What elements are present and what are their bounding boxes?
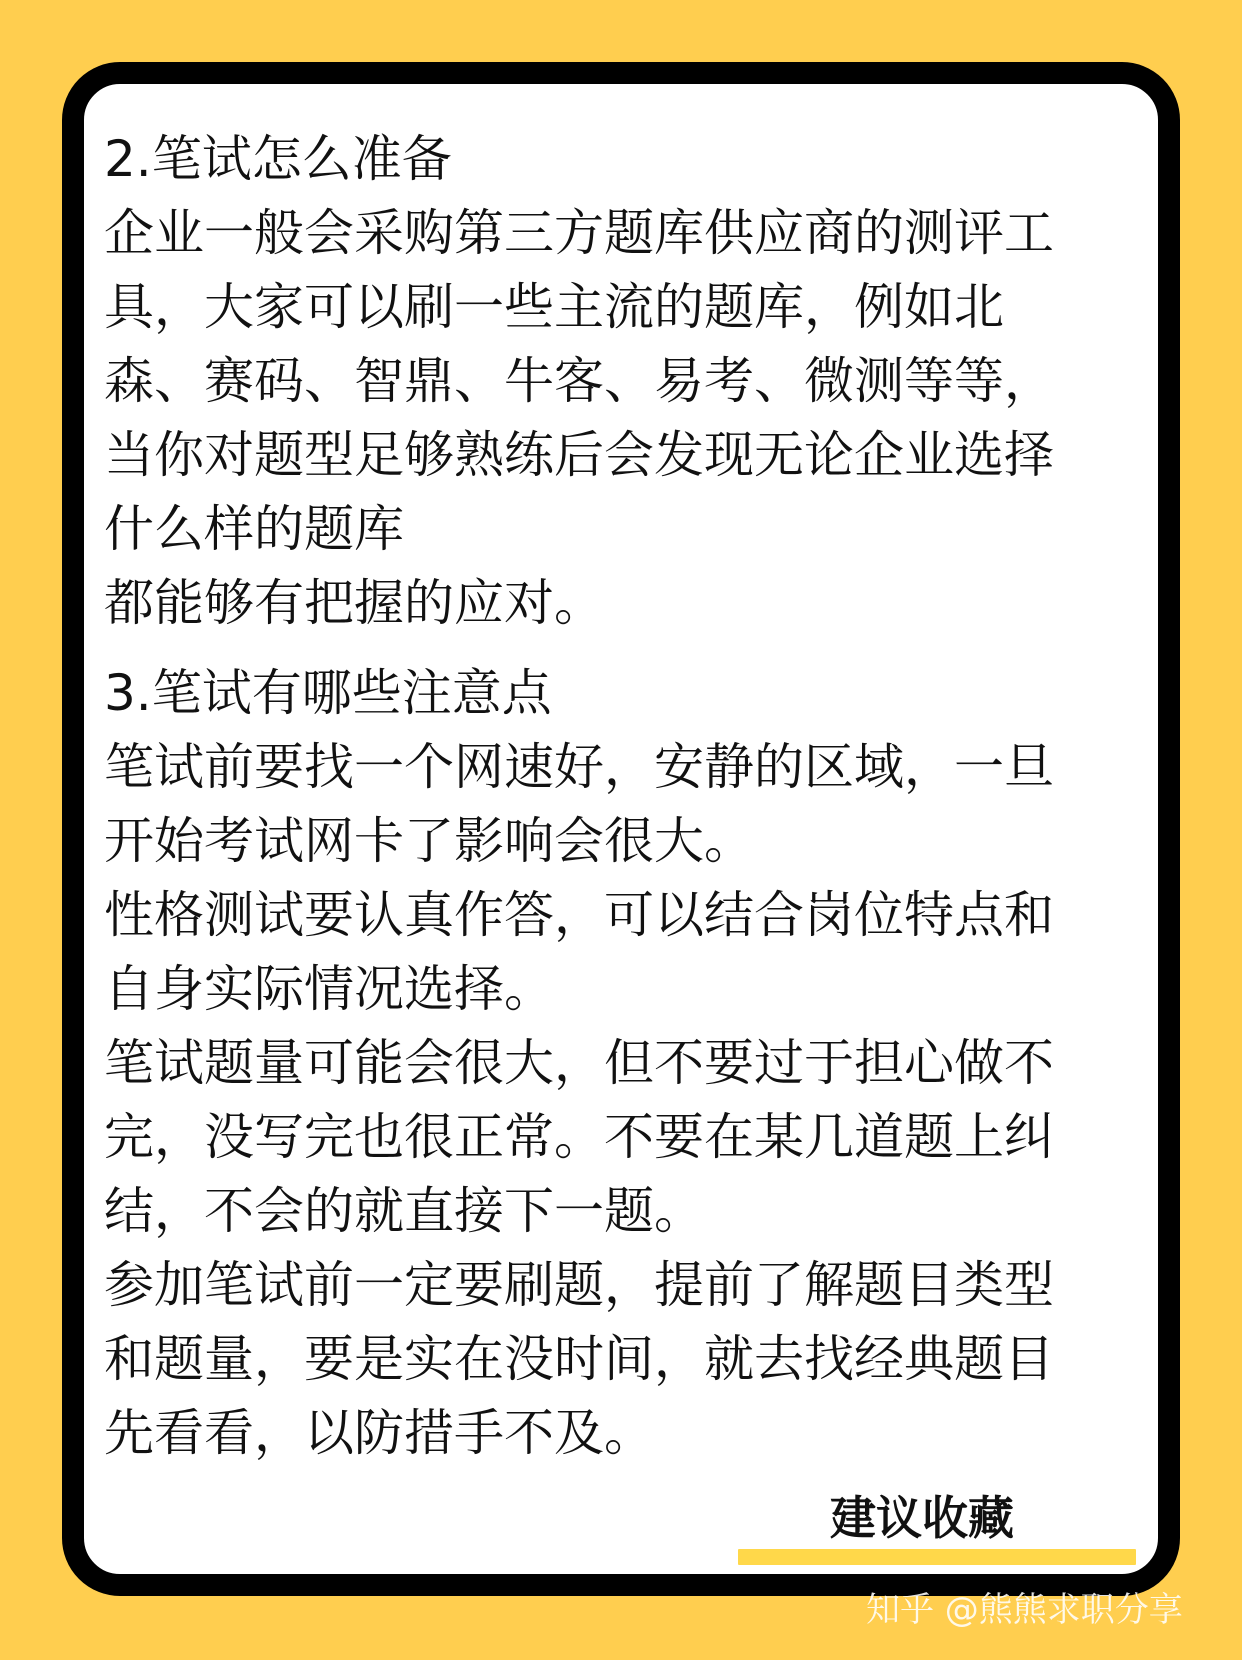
section-title: 2.笔试怎么准备: [104, 130, 452, 188]
paragraph-line: 参加笔试前一定要刷题，提前了解题目类型: [104, 1256, 1054, 1314]
bookmark-suggestion: 建议收藏: [830, 1491, 1014, 1545]
paragraph-line: 笔试前要找一个网速好，安静的区域，一旦: [104, 738, 1054, 796]
article-body: [104, 122, 1124, 1470]
paragraph-line: 开始考试网卡了影响会很大。: [104, 812, 754, 870]
paragraph-line: 结，不会的就直接下一题。: [104, 1182, 704, 1240]
source-watermark: 知乎 @熊熊求职分享: [866, 1590, 1183, 1630]
paragraph-line: 性格测试要认真作答，可以结合岗位特点和: [104, 886, 1054, 944]
paragraph-line: 具，大家可以刷一些主流的题库，例如北: [104, 278, 1004, 336]
section-title: 3.笔试有哪些注意点: [104, 664, 552, 722]
paragraph-line: 完，没写完也很正常。不要在某几道题上纠: [104, 1108, 1054, 1166]
section-spacer: [104, 640, 1124, 656]
paragraph-line: 和题量，要是实在没时间，就去找经典题目: [104, 1330, 1054, 1388]
paragraph-line: 当你对题型足够熟练后会发现无论企业选择: [104, 426, 1054, 484]
callout-highlight-bar: [738, 1549, 1136, 1565]
paragraph-line: 笔试题量可能会很大，但不要过于担心做不: [104, 1034, 1054, 1092]
paragraph-line: 先看看，以防措手不及。: [104, 1404, 654, 1462]
paragraph-line: 什么样的题库: [104, 500, 404, 558]
paragraph-line: 企业一般会采购第三方题库供应商的测评工: [104, 204, 1054, 262]
paragraph-line: 森、赛码、智鼎、牛客、易考、微测等等，: [104, 352, 1054, 410]
paragraph-line: 自身实际情况选择。: [104, 960, 554, 1018]
paragraph-line: 都能够有把握的应对。: [104, 574, 604, 632]
